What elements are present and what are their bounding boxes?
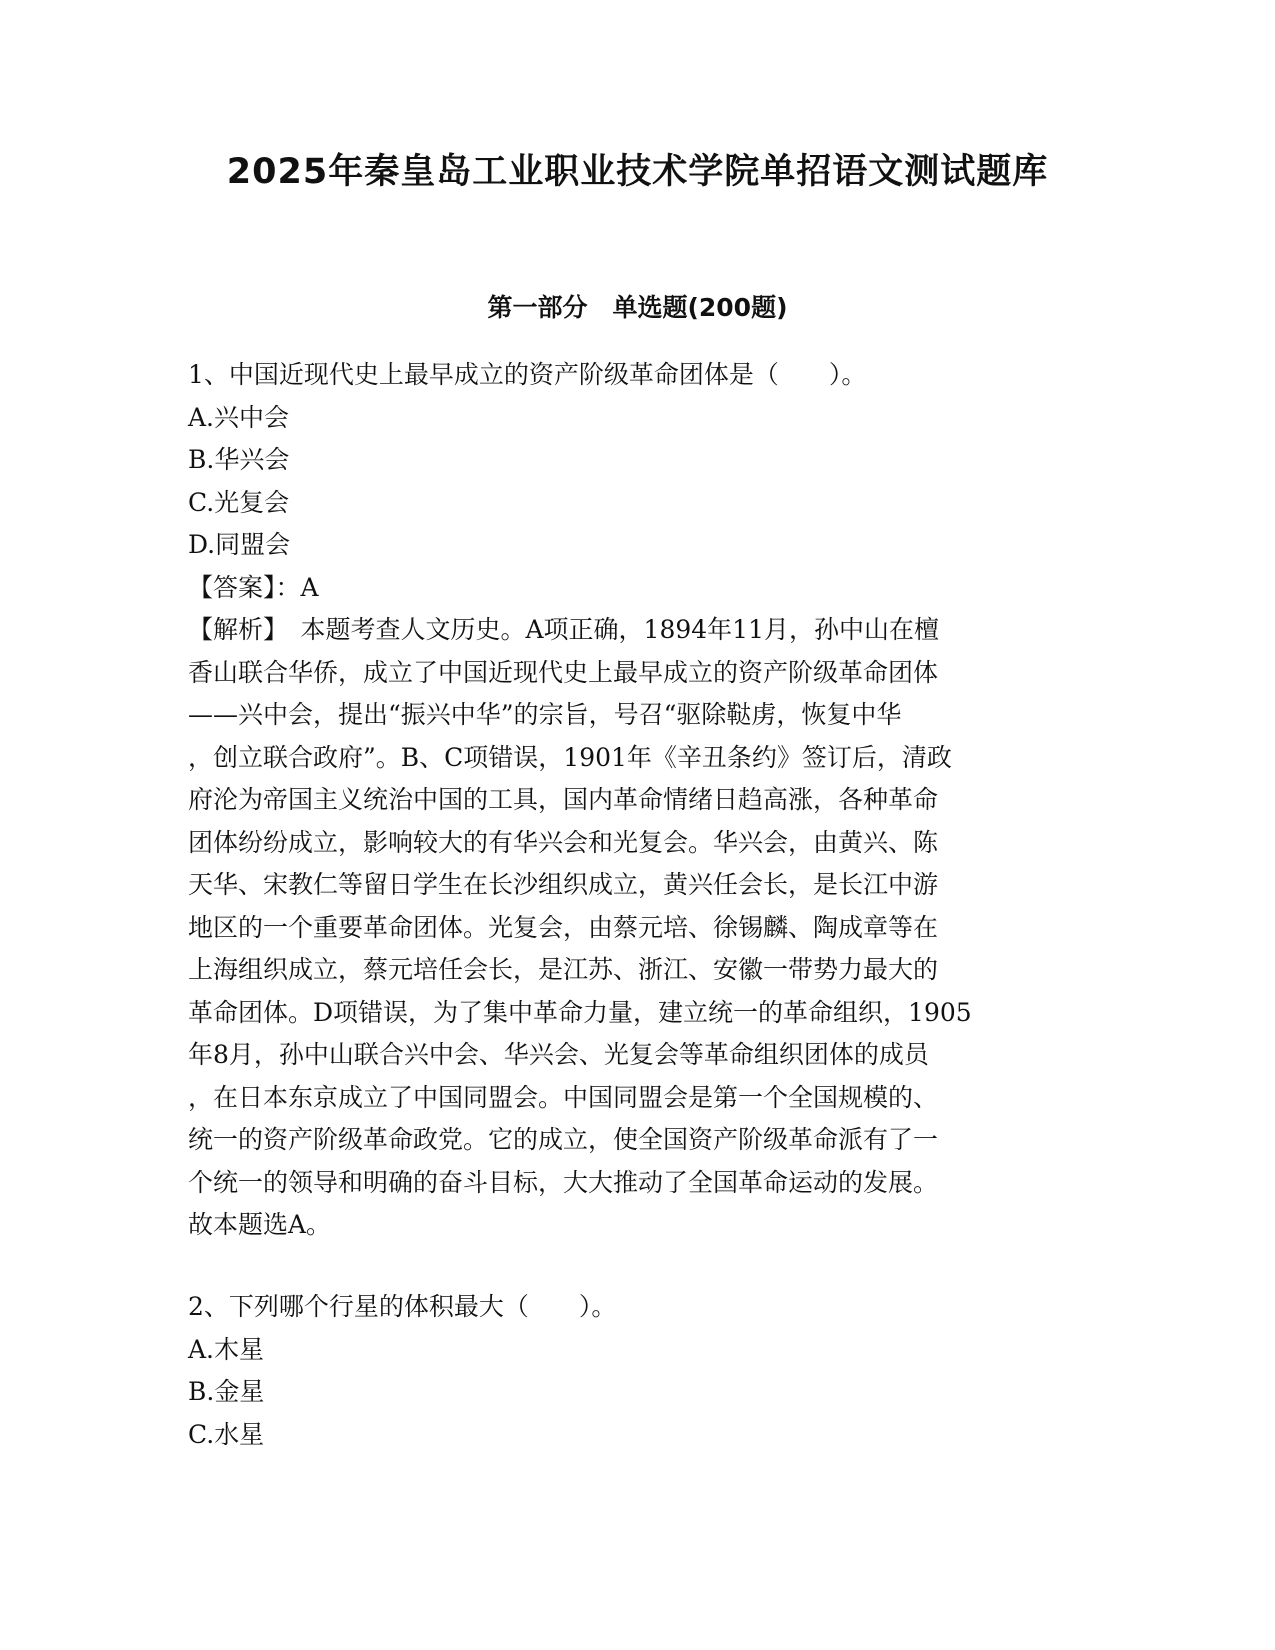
- section-heading: 第一部分 单选题(200题): [487, 293, 788, 322]
- explanation-line: 【解析】 本题考查人文历史。A项正确，1894年11月，孙中山在檀: [188, 615, 939, 644]
- explanation-line: 香山联合华侨，成立了中国近现代史上最早成立的资产阶级革命团体: [188, 657, 939, 687]
- explanation-line: 统一的资产阶级革命政党。它的成立，使全国资产阶级革命派有了一: [188, 1125, 939, 1154]
- explanation-line: ，创立联合政府”。B、C项错误，1901年《辛丑条约》签订后，清政: [188, 742, 952, 772]
- option-a: A.兴中会: [188, 402, 290, 432]
- option-c: C.水星: [188, 1419, 265, 1449]
- option-b: B.金星: [188, 1377, 265, 1406]
- explanation-line: ——兴中会，提出“振兴中华”的宗旨，号召“驱除鞑虏，恢复中华: [188, 700, 902, 729]
- explanation-line: 年8月，孙中山联合兴中会、华兴会、光复会等革命组织团体的成员: [188, 1040, 929, 1069]
- explanation-line: 天华、宋教仁等留日学生在长沙组织成立，黄兴任会长，是长江中游: [188, 870, 939, 899]
- explanation-line: 地区的一个重要革命团体。光复会，由蔡元培、徐锡麟、陶成章等在: [188, 912, 939, 942]
- explanation-line: 府沦为帝国主义统治中国的工具，国内革命情绪日趋高涨，各种革命: [188, 785, 939, 814]
- explanation-line: 革命团体。D项错误，为了集中革命力量，建立统一的革命组织，1905: [188, 997, 972, 1027]
- option-c: C.光复会: [188, 487, 290, 517]
- option-b: B.华兴会: [188, 445, 290, 474]
- explanation-line: 团体纷纷成立，影响较大的有华兴会和光复会。华兴会，由黄兴、陈: [188, 827, 939, 857]
- explanation-line: ，在日本东京成立了中国同盟会。中国同盟会是第一个全国规模的、: [188, 1082, 939, 1112]
- question-stem: 2、下列哪个行星的体积最大（ ）。: [188, 1292, 617, 1321]
- explanation-line: 上海组织成立，蔡元培任会长，是江苏、浙江、安徽一带势力最大的: [188, 955, 939, 984]
- option-d: D.同盟会: [188, 530, 291, 559]
- answer-line: 【答案】：A: [188, 572, 319, 602]
- question-stem: 1、中国近现代史上最早成立的资产阶级革命团体是（ ）。: [188, 360, 867, 389]
- question-2: [188, 1286, 1088, 1456]
- explanation-line: 故本题选A。: [188, 1210, 332, 1239]
- option-a: A.木星: [188, 1334, 265, 1364]
- explanation-line: 个统一的领导和明确的奋斗目标，大大推动了全国革命运动的发展。: [188, 1167, 939, 1197]
- question-1: [188, 354, 1088, 1247]
- document-title: 2025年秦皇岛工业职业技术学院单招语文测试题库: [226, 152, 1049, 192]
